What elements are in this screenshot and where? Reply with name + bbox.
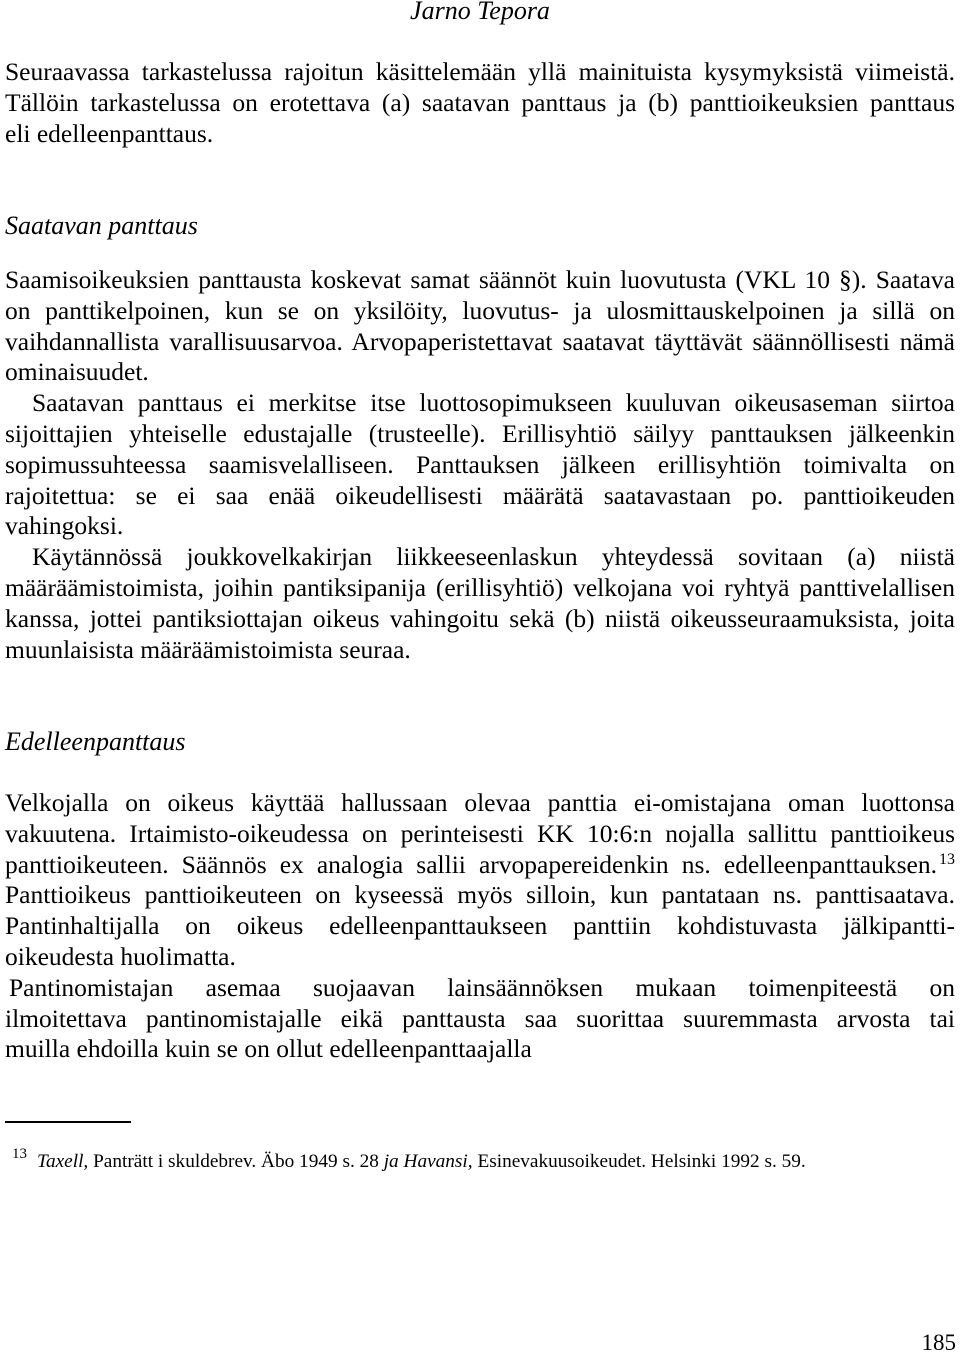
text-line: on panttikelpoinen, kun se on yksilöity, luovutus- ja ulosmittauskelpoinen ja sillä on: [5, 295, 955, 325]
running-header: Jarno Tepora: [410, 0, 550, 25]
text-line: muilla ehdoilla kuin se on ollut edelleenpanttaajalla: [5, 1034, 532, 1064]
section-edelleenpanttaus: [5, 788, 955, 1065]
paragraph: [5, 265, 955, 388]
footnote: [12, 1146, 806, 1174]
text-line: ominaisuudet.: [5, 357, 149, 387]
footnote-separator: [5, 1121, 131, 1123]
section-saatavan-panttaus: [5, 265, 955, 665]
text-line: Panttioikeus panttioikeuteen on kyseessä myös silloin, kun pantataan ns. panttisaatava.: [5, 880, 955, 910]
text-line: rajoitettua: se ei saa enää oikeudellisesti määrätä saatavastaan po. panttioikeuden: [5, 480, 955, 510]
text-line: eli edelleenpanttaus.: [5, 118, 214, 148]
footnote-number: 13: [12, 1146, 27, 1162]
footnote-author: ja Havansi,: [383, 1151, 473, 1172]
section-heading: Saatavan panttaus: [5, 211, 198, 240]
text-line: sopimussuhteessa saamisvelalliseen. Panttauksen jälkeen erillisyhtiön toimivalta on: [5, 449, 955, 479]
paragraph-intro: [5, 57, 955, 149]
footnote-reference: 13: [939, 850, 955, 868]
text-line: Pantinomistajan asemaa suojaavan lainsäännöksen mukaan toimenpiteestä on: [9, 972, 955, 1002]
text-line: [5, 850, 955, 881]
text-line: Pantinhaltijalla on oikeus edelleenpanttaukseen panttiin kohdistuvasta jälkipantti-: [5, 911, 955, 941]
footnote-author: Taxell,: [37, 1151, 89, 1172]
text-line: oikeudesta huolimatta.: [5, 941, 236, 971]
text-line: vahingoksi.: [5, 511, 124, 541]
text-line: Saamisoikeuksien panttausta koskevat samat säännöt kuin luovutusta (VKL 10 §). Saatava: [5, 265, 955, 294]
paragraph: [5, 788, 955, 973]
text-line: Seuraavassa tarkastelussa rajoitun käsittelemään yllä mainituista kysymyksistä viimeistä.: [5, 57, 955, 86]
text-line: ilmoitettava pantinomistajalle eikä panttausta saa suorittaa suuremmasta arvosta tai: [5, 1003, 955, 1033]
footnote-text: Panträtt i skuldebrev. Äbo 1949 s. 28: [93, 1151, 379, 1172]
text-line: vakuutena. Irtaimisto-oikeudessa on perinteisesti KK 10:6:n nojalla sallittu panttioikeus: [5, 818, 955, 848]
footnote-text: Esinevakuusoikeudet. Helsinki 1992 s. 59.: [477, 1151, 806, 1172]
paragraph: [5, 388, 955, 542]
text-line: kanssa, jottei pantiksiottajan oikeus vahingoitu sekä (b) niistä oikeusseuraamuksista, joita: [5, 603, 955, 633]
text-line: sijoittajien yhteiselle edustajalle (trusteelle). Erillisyhtiö säilyy panttauksen jälkeenkin: [5, 418, 955, 448]
text-line-content: panttioikeuteen. Säännös ex analogia sallii arvopapereidenkin ns. edelleenpanttauksen.: [5, 849, 937, 879]
text-line: vaihdannallista varallisuusarvoa. Arvopaperistettavat saatavat täyttävät säännöllisesti nämä: [5, 326, 955, 356]
text-line: Velkojalla on oikeus käyttää hallussaan olevaa panttia ei-omistajana oman luottonsa: [5, 788, 955, 817]
text-line: määräämistoimista, joihin pantiksipanija (erillisyhtiö) velkojana voi ryhtyä panttivelallisen: [5, 572, 955, 602]
text-line: muunlaisista määräämistoimista seuraa.: [5, 634, 411, 664]
text-line: Käytännössä joukkovelkakirjan liikkeeseenlaskun yhteydessä sovitaan (a) niistä: [32, 542, 955, 572]
text-line: Tällöin tarkastelussa on erotettava (a) saatavan panttaus ja (b) panttioikeuksien panttaus: [5, 87, 955, 117]
paragraph: [5, 542, 955, 665]
paragraph: [5, 973, 955, 1065]
page-number: 185: [921, 1330, 956, 1355]
section-heading: Edelleenpanttaus: [5, 727, 186, 756]
text-line: Saatavan panttaus ei merkitse itse luottosopimukseen kuuluvan oikeusaseman siirtoa: [32, 388, 955, 418]
